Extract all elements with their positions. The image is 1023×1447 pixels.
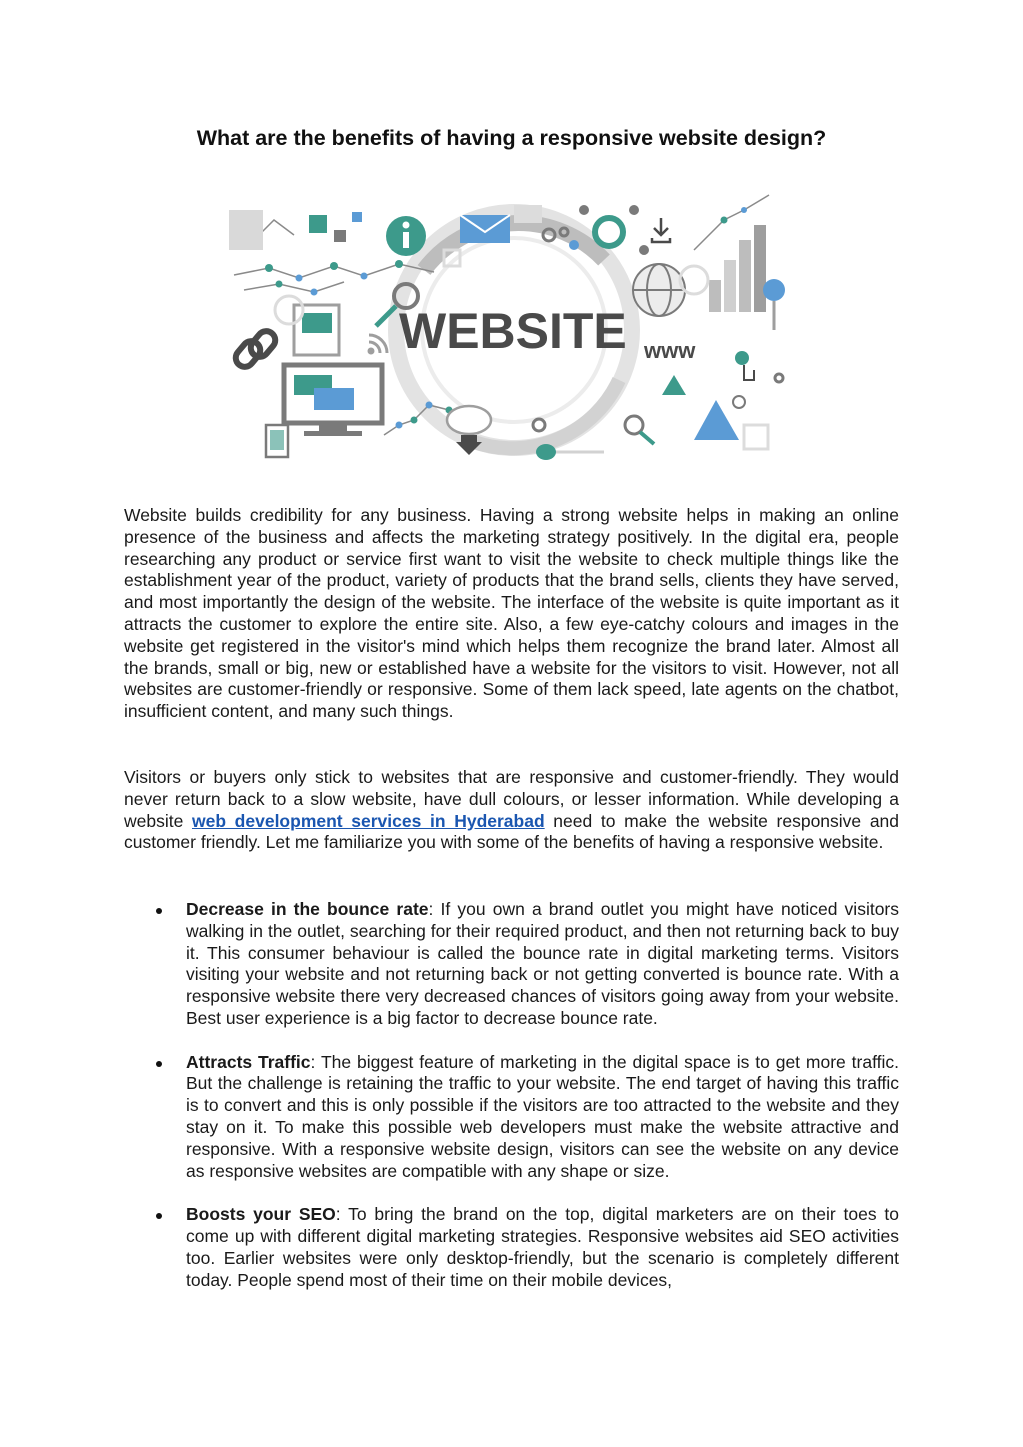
bullet-text: : The biggest feature of marketing in the digital space is to get more traffic. But the challenge is retaining the traffic to your website. The end target of having this traffic is to convert and this is only possible if the visitors are too attracted to the website and they stay on it. To make this possible web developers must make the website attractive and responsive. With a responsive website design, visitors can see the website on any device as responsive websites are compatible with any shape or size.	[186, 1051, 899, 1181]
rss-icon	[369, 335, 387, 353]
bullet-icon	[156, 1061, 162, 1067]
paragraph-text: need to make the website responsive and customer friendly. Let me familiarize you with some of the benefits of having a responsive website.	[124, 810, 900, 853]
bullet-text: : To bring the brand on the top, digital marketers are on their toes to come up with different digital marketing strategies. Responsive websites aid SEO activities too. Earlier websites were only desktop-friendly, but the scenario is completely different today. People spend most of their time on their mobile devices,	[186, 1204, 899, 1290]
list-item-seo	[124, 1204, 899, 1291]
search-icon	[625, 416, 654, 444]
paragraph-text: Visitors or buyers only stick to websites that are responsive and customer-friendly. They would never return back to a slow website, have dull colours, or lesser information. While developing a website	[124, 767, 899, 831]
cube-icon	[309, 212, 362, 242]
calculator-icon	[294, 305, 339, 355]
intro-paragraph: Website builds credibility for any business. Having a strong website helps in making an online presence of the business and affects the marketing strategy positively. In the digital era, people researching any product or service first want to visit the website to check multiple things like the establishment year of the product, variety of products that the brand sells, clients they have served, and most importantly the design of the website. The interface of the website is quite important as it attracts the customer to explore the entire site. Also, a few eye-catchy colours and images in the website get registered in the visitor's mind which helps them recognize the brand later. Almost all the brands, small or big, new or established have a website for the visitors to visit. However, not all websites are customer-friendly or responsive. Some of them lack speed, late agents on the chatbot, insufficient content, and many such things.	[124, 505, 899, 722]
www-label: www	[644, 338, 696, 363]
bullet-icon	[156, 1213, 162, 1219]
page-title: What are the benefits of having a responsive website design?	[196, 126, 827, 150]
benefits-list	[124, 899, 899, 1313]
website-word: WEBSITE	[399, 303, 627, 359]
list-item-bounce-rate	[124, 899, 899, 1030]
pointer-hand-icon	[735, 351, 754, 380]
bullet-text: : If you own a brand outlet you might have noticed visitors walking in the outlet, searching for their required product, and then not returning back to buy it. This consumer behaviour is called the bounce rate in digital marketing terms. Visitors visiting your website and not returning back or not getting converted is bounce rate. With a responsive website there very decreased chances of visitors going away from your website. Best user experience is a big factor to decrease bounce rate.	[186, 899, 900, 1028]
download-icon	[652, 218, 670, 242]
pin-icon	[763, 279, 785, 330]
bar-chart-icon	[709, 225, 766, 312]
list-item-traffic	[124, 1052, 899, 1183]
bullet-icon	[156, 908, 162, 914]
tablet-icon	[266, 425, 288, 457]
globe-icon	[633, 264, 685, 316]
bullet-term: Decrease in the bounce rate	[186, 899, 429, 919]
monitor-icon	[284, 365, 382, 436]
bullet-term: Attracts Traffic	[186, 1051, 311, 1072]
link-icon	[232, 327, 279, 370]
web-development-link[interactable]: web development services in Hyderabad	[192, 810, 545, 831]
second-paragraph	[124, 767, 899, 854]
panel-shape	[229, 210, 263, 250]
website-illustration	[224, 180, 799, 470]
info-icon	[386, 216, 426, 256]
triangle-icon	[662, 375, 745, 440]
bullet-term: Boosts your SEO	[186, 1204, 336, 1225]
